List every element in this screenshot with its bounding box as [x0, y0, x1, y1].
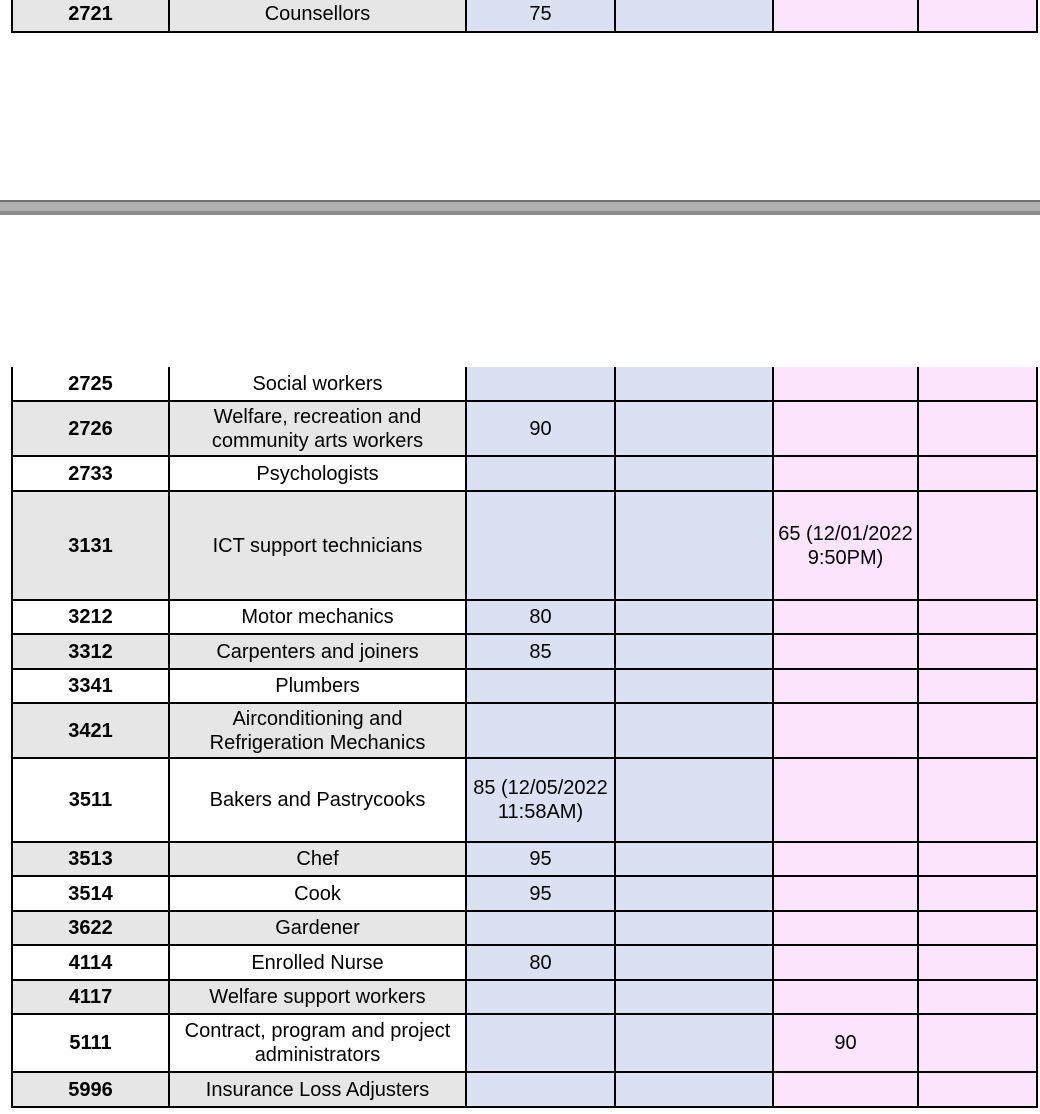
table-row	[12, 491, 1037, 600]
occupation-code-cell: 3341	[12, 669, 169, 703]
value-cell-col3: 95	[466, 876, 615, 911]
value-cell-col4	[615, 634, 773, 669]
table-row	[12, 980, 1037, 1014]
table-row	[12, 367, 1037, 401]
value-cell-col4	[615, 669, 773, 703]
occupation-table-top	[11, 0, 1038, 33]
value-cell-col3: 75	[466, 0, 615, 32]
occupation-name-cell: Welfare support workers	[169, 980, 466, 1014]
value-cell-col6	[918, 456, 1037, 491]
value-cell-col3: 80	[466, 945, 615, 980]
occupation-name-cell: Welfare, recreation and community arts workers	[169, 401, 466, 456]
value-cell-col5	[773, 669, 918, 703]
table-row	[12, 0, 1037, 32]
occupation-code-cell: 2733	[12, 456, 169, 491]
occupation-name-cell: Contract, program and project administrators	[169, 1014, 466, 1072]
value-cell-col6	[918, 1072, 1037, 1107]
value-cell-col3	[466, 1014, 615, 1072]
value-cell-col5	[773, 911, 918, 945]
occupation-name-cell: Airconditioning and Refrigeration Mechanics	[169, 703, 466, 758]
value-cell-col6	[918, 491, 1037, 600]
occupation-code-cell: 2721	[12, 0, 169, 32]
value-cell-col4	[615, 945, 773, 980]
value-cell-col4	[615, 0, 773, 32]
value-cell-col4	[615, 842, 773, 876]
value-cell-col4	[615, 980, 773, 1014]
value-cell-col3: 95	[466, 842, 615, 876]
value-cell-col4	[615, 600, 773, 634]
value-cell-col5	[773, 634, 918, 669]
value-cell-col4	[615, 367, 773, 401]
value-cell-col3	[466, 456, 615, 491]
value-cell-col4	[615, 456, 773, 491]
occupation-code-cell: 3622	[12, 911, 169, 945]
value-cell-col6	[918, 842, 1037, 876]
value-cell-col3: 90	[466, 401, 615, 456]
occupation-code-cell: 3131	[12, 491, 169, 600]
table-row	[12, 911, 1037, 945]
table-row	[12, 703, 1037, 758]
value-cell-col3	[466, 911, 615, 945]
occupation-name-cell: Counsellors	[169, 0, 466, 32]
value-cell-col4	[615, 876, 773, 911]
value-cell-col3	[466, 367, 615, 401]
value-cell-col3	[466, 980, 615, 1014]
table-row	[12, 1072, 1037, 1107]
occupation-code-cell: 4117	[12, 980, 169, 1014]
table-row	[12, 456, 1037, 491]
value-cell-col6	[918, 600, 1037, 634]
value-cell-col6	[918, 367, 1037, 401]
value-cell-col3: 80	[466, 600, 615, 634]
occupation-table-bottom	[11, 367, 1038, 1108]
occupation-code-cell: 2725	[12, 367, 169, 401]
occupation-name-cell: Bakers and Pastrycooks	[169, 758, 466, 842]
value-cell-col3: 85 (12/05/2022 11:58AM)	[466, 758, 615, 842]
value-cell-col4	[615, 401, 773, 456]
value-cell-col5	[773, 758, 918, 842]
occupation-code-cell: 3511	[12, 758, 169, 842]
occupation-name-cell: Psychologists	[169, 456, 466, 491]
value-cell-col4	[615, 703, 773, 758]
value-cell-col6	[918, 669, 1037, 703]
occupation-name-cell: ICT support technicians	[169, 491, 466, 600]
value-cell-col5: 65 (12/01/2022 9:50PM)	[773, 491, 918, 600]
value-cell-col3	[466, 669, 615, 703]
value-cell-col4	[615, 1072, 773, 1107]
table-row	[12, 634, 1037, 669]
value-cell-col4	[615, 1014, 773, 1072]
table-row	[12, 401, 1037, 456]
value-cell-col5	[773, 876, 918, 911]
occupation-name-cell: Motor mechanics	[169, 600, 466, 634]
occupation-name-cell: Cook	[169, 876, 466, 911]
occupation-code-cell: 3421	[12, 703, 169, 758]
value-cell-col3: 85	[466, 634, 615, 669]
value-cell-col6	[918, 876, 1037, 911]
occupation-code-cell: 5996	[12, 1072, 169, 1107]
value-cell-col6	[918, 945, 1037, 980]
occupation-name-cell: Enrolled Nurse	[169, 945, 466, 980]
table-row	[12, 945, 1037, 980]
occupation-code-cell: 4114	[12, 945, 169, 980]
value-cell-col5	[773, 703, 918, 758]
occupation-code-cell: 3312	[12, 634, 169, 669]
table-row	[12, 876, 1037, 911]
value-cell-col5	[773, 945, 918, 980]
table-row	[12, 669, 1037, 703]
occupation-name-cell: Insurance Loss Adjusters	[169, 1072, 466, 1107]
value-cell-col6	[918, 980, 1037, 1014]
value-cell-col5	[773, 456, 918, 491]
page-break-separator	[0, 200, 1040, 215]
value-cell-col5	[773, 401, 918, 456]
value-cell-col5	[773, 1072, 918, 1107]
value-cell-col5	[773, 600, 918, 634]
value-cell-col5	[773, 980, 918, 1014]
value-cell-col5: 90	[773, 1014, 918, 1072]
occupation-code-cell: 3514	[12, 876, 169, 911]
occupation-code-cell: 3212	[12, 600, 169, 634]
value-cell-col6	[918, 703, 1037, 758]
occupation-name-cell: Plumbers	[169, 669, 466, 703]
table-row	[12, 842, 1037, 876]
value-cell-col6	[918, 911, 1037, 945]
occupation-code-cell: 2726	[12, 401, 169, 456]
value-cell-col3	[466, 1072, 615, 1107]
occupation-name-cell: Social workers	[169, 367, 466, 401]
occupation-code-cell: 5111	[12, 1014, 169, 1072]
table-row	[12, 600, 1037, 634]
value-cell-col6	[918, 0, 1037, 32]
value-cell-col6	[918, 401, 1037, 456]
value-cell-col5	[773, 0, 918, 32]
value-cell-col6	[918, 634, 1037, 669]
value-cell-col4	[615, 758, 773, 842]
occupation-name-cell: Gardener	[169, 911, 466, 945]
occupation-code-cell: 3513	[12, 842, 169, 876]
occupation-name-cell: Chef	[169, 842, 466, 876]
value-cell-col4	[615, 491, 773, 600]
value-cell-col6	[918, 758, 1037, 842]
table-row	[12, 758, 1037, 842]
value-cell-col5	[773, 842, 918, 876]
value-cell-col3	[466, 491, 615, 600]
value-cell-col3	[466, 703, 615, 758]
value-cell-col4	[615, 911, 773, 945]
value-cell-col5	[773, 367, 918, 401]
value-cell-col6	[918, 1014, 1037, 1072]
occupation-name-cell: Carpenters and joiners	[169, 634, 466, 669]
table-row	[12, 1014, 1037, 1072]
